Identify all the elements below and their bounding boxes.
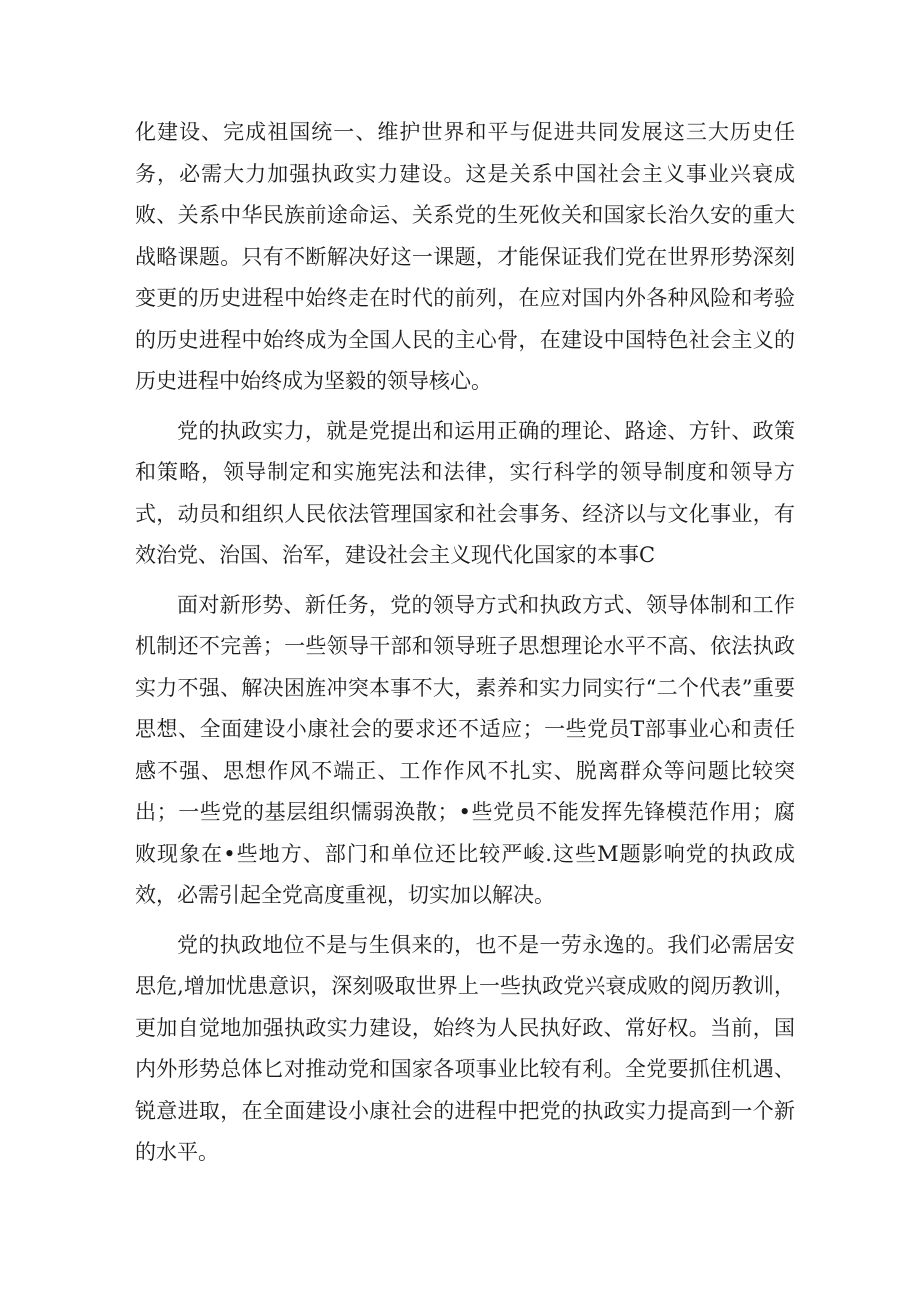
paragraph-2: 党的执政实力，就是党提出和运用正确的理论、路途、方针、政策和策略，领导制定和实施宪法和法律，实行科学的领导制度和领导方式，动员和组织人民依法管理国家和社会事务、经济以与文化事业，有效治党、治国、治军，建设社会主义现代化国家的本事C — [135, 418, 795, 567]
paragraph-1: 化建设、完成祖国统一、维护世界和平与促进共同发展这三大历史任务，必需大力加强执政实力建设。这是关系中国社会主义事业兴衰成败、关系中华民族前途命运、关系党的生死攸关和国家长治久安的重大战略课题。只有不断解决好这一课题，才能保证我们党在世界形势深刻变更的历史进程中始终走在时代的前列，在应对国内外各种风险和考验的历史进程中始终成为全国人民的主心骨，在建设中国特色社会主义的历史进程中始终成为坚毅的领导核心。 — [135, 120, 795, 393]
paragraph-4: 党的执政地位不是与生俱来的，也不是一劳永逸的。我们必需居安思危,增加忧患意识，深刻吸取世界上一些执政党兴衰成败的阅历教训，更加自觉地加强执政实力建设，始终为人民执好政、常好权。当前，国内外形势总体匕对推动党和国家各项事业比较有利。全党要抓住机遇、锐意进取，在全面建设小康社会的进程中把党的执政实力提高到一个新的水平。 — [135, 932, 795, 1164]
paragraph-3: 面对新形势、新任务，党的领导方式和执政方式、领导体制和工作机制还不完善；一些领导干部和领导班子思想理论水平不高、依法执政实力不强、解决困旌冲突本事不大，素养和实力同实行“二个代表”重要思想、全面建设小康社会的要求还不适应；一些党员T部事业心和责任感不强、思想作风不端正、工作作风不扎实、脱离群众等问题比较突出；一些党的基层组织懦弱涣散；•些党员不能发挥先锋模范作用；腐败现象在•些地方、部门和单位还比较严峻.这些M题影响党的执政成效，必需引起全党高度重视，切实加以解决。 — [135, 592, 795, 907]
document-body — [135, 112, 795, 1174]
